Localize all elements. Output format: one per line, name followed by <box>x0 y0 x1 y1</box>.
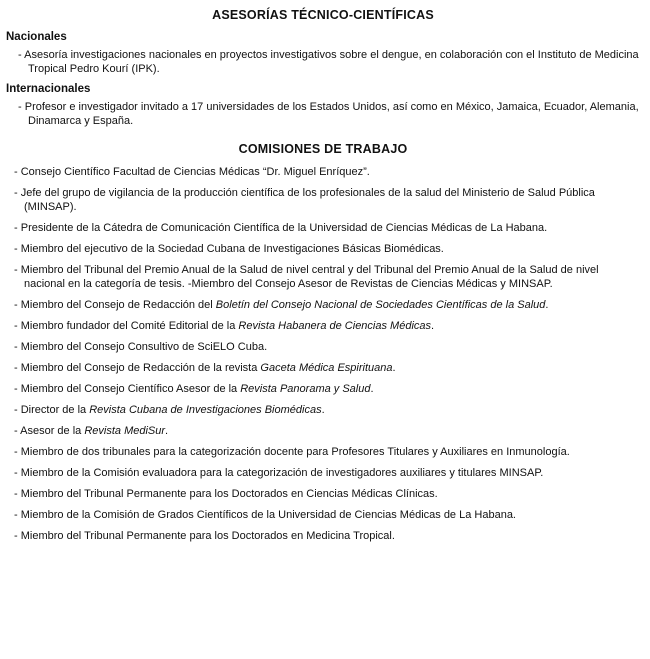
bullet-dash: - <box>14 509 21 521</box>
list-item <box>6 221 640 235</box>
list-item <box>6 487 640 501</box>
list-item <box>6 242 640 256</box>
section-internacionales <box>6 83 640 128</box>
item-text: Profesor e investigador invitado a 17 universidades de los Estados Unidos, así como en México, Jamaica, Ecuador, Alemania, Dinamarca y España. <box>24 101 639 127</box>
bullet-dash: - <box>14 404 21 416</box>
journal-title: Revista Habanera de Ciencias Médicas <box>238 320 432 332</box>
item-text: Miembro de la Comisión de Grados Científicos de la Universidad de Ciencias Médicas de La Habana. <box>20 509 516 521</box>
document-title: ASESORÍAS TÉCNICO-CIENTÍFICAS <box>212 8 434 22</box>
section-comisiones <box>6 142 640 543</box>
section-nacionales <box>6 31 640 76</box>
bullet-dash: - <box>14 425 21 437</box>
item-text: . <box>165 425 169 437</box>
list-item <box>6 100 640 128</box>
bullet-dash: - <box>14 446 21 458</box>
journal-title: Boletín del Consejo Nacional de Sociedades Científicas de la Salud <box>215 299 546 311</box>
item-text: Miembro del Tribunal Permanente para los Doctorados en Medicina Tropical. <box>20 530 395 542</box>
section-heading-nacionales: Nacionales <box>6 31 67 43</box>
bullet-dash: - <box>14 341 21 353</box>
item-text: Miembro de dos tribunales para la categorización docente para Profesores Titulares y Auxiliares en Inmunología. <box>20 446 570 458</box>
list-item <box>6 186 640 214</box>
bullet-dash: - <box>18 101 25 113</box>
list-item <box>6 466 640 480</box>
list-item <box>6 48 640 76</box>
bullet-dash: - <box>14 530 21 542</box>
list-item <box>6 424 640 438</box>
list-item <box>6 263 640 291</box>
list-item <box>6 529 640 543</box>
item-text: Miembro del Consejo Consultivo de SciELO Cuba. <box>20 341 268 353</box>
journal-title: Revista Cubana de Investigaciones Biomédicas <box>89 404 322 416</box>
item-text: Miembro del Tribunal del Premio Anual de la Salud de nivel central y del Tribunal del Premio Anual de la Salud de nivel nacional en la categoría de tesis. -Miembro del Consejo Asesor de Revistas de Ciencias Médicas y MINSAP. <box>20 264 599 290</box>
bullet-dash: - <box>14 467 21 479</box>
list-item <box>6 382 640 396</box>
item-text: Director de la <box>20 404 90 416</box>
section-heading-internacionales: Internacionales <box>6 83 91 95</box>
bullet-dash: - <box>18 49 25 61</box>
bullet-dash: - <box>14 488 21 500</box>
item-text: Jefe del grupo de vigilancia de la producción científica de los profesionales de la salud del Ministerio de Salud Pública (MINSAP). <box>20 187 595 213</box>
bullet-dash: - <box>14 264 21 276</box>
section-heading-comisiones: COMISIONES DE TRABAJO <box>238 142 408 156</box>
item-text: Miembro fundador del Comité Editorial de la <box>20 320 239 332</box>
item-text: Miembro del Consejo de Redacción de la revista <box>20 362 261 374</box>
bullet-dash: - <box>14 243 21 255</box>
list-item <box>6 340 640 354</box>
bullet-dash: - <box>14 222 21 234</box>
bullet-dash: - <box>14 166 21 178</box>
journal-title: Revista MediSur <box>84 425 166 437</box>
item-text: Presidente de la Cátedra de Comunicación Científica de la Universidad de Ciencias Médicas de La Habana. <box>20 222 548 234</box>
list-item <box>6 165 640 179</box>
item-text: . <box>392 362 396 374</box>
journal-title: Gaceta Médica Espirituana <box>260 362 393 374</box>
bullet-dash: - <box>14 320 21 332</box>
list-item <box>6 298 640 312</box>
bullet-dash: - <box>14 187 21 199</box>
journal-title: Revista Panorama y Salud <box>240 383 371 395</box>
item-text: Miembro del Consejo Científico Asesor de la <box>20 383 241 395</box>
item-text: Miembro del Consejo de Redacción del <box>20 299 216 311</box>
item-text: Miembro del Tribunal Permanente para los Doctorados en Ciencias Médicas Clínicas. <box>20 488 438 500</box>
list-item <box>6 361 640 375</box>
item-text: . <box>545 299 549 311</box>
bullet-dash: - <box>14 299 21 311</box>
list-item <box>6 319 640 333</box>
item-text: Consejo Científico Facultad de Ciencias Médicas “Dr. Miguel Enríquez”. <box>20 166 370 178</box>
item-text: Miembro de la Comisión evaluadora para la categorización de investigadores auxiliares y titulares MINSAP. <box>20 467 544 479</box>
list-item <box>6 445 640 459</box>
item-text: . <box>370 383 374 395</box>
list-item <box>6 508 640 522</box>
list-item <box>6 403 640 417</box>
item-text: . <box>431 320 435 332</box>
item-text: Miembro del ejecutivo de la Sociedad Cubana de Investigaciones Básicas Biomédicas. <box>20 243 444 255</box>
item-text: Asesor de la <box>20 425 85 437</box>
item-text: . <box>321 404 325 416</box>
bullet-dash: - <box>14 383 21 395</box>
sections-root <box>6 31 640 543</box>
item-text: Asesoría investigaciones nacionales en proyectos investigativos sobre el dengue, en colaboración con el Instituto de Medicina Tropical Pedro Kourí (IPK). <box>24 49 639 75</box>
bullet-dash: - <box>14 362 21 374</box>
